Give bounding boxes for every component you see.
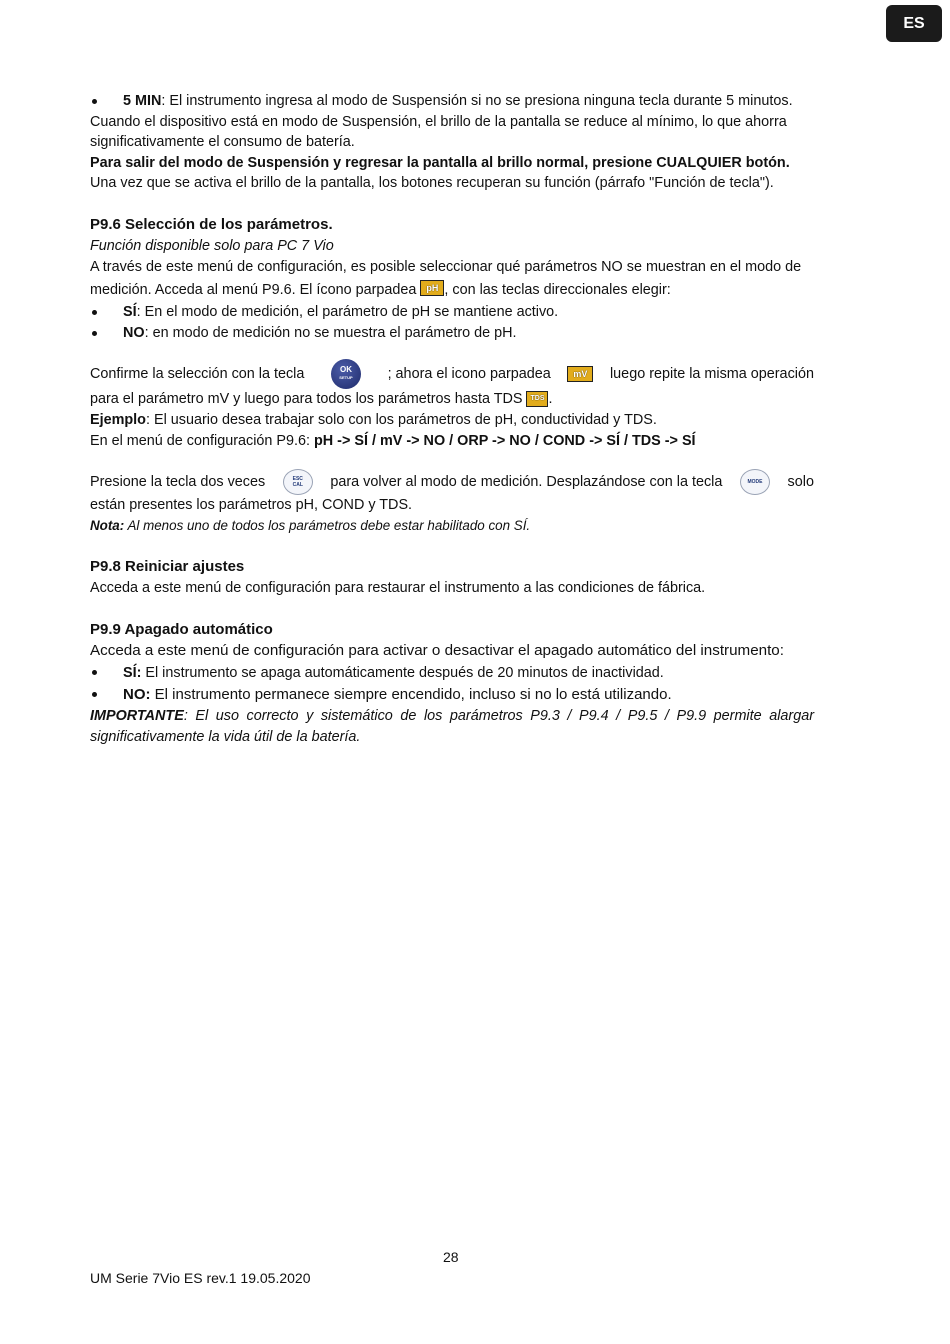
note	[90, 516, 814, 537]
paragraph: para el parámetro mV y luego para todos los parámetros hasta TDS TDS .	[90, 391, 553, 408]
important-label: IMPORTANTE	[90, 708, 184, 725]
note-text: Al menos uno de todos los parámetros debe estar habilitado con SÍ.	[124, 517, 531, 533]
press-line	[90, 469, 814, 495]
bullet-icon	[90, 91, 123, 112]
ph-display-icon: pH	[420, 280, 444, 296]
section-heading-p9-9: P9.9 Apagado automático	[90, 620, 273, 638]
list-item	[90, 323, 814, 344]
tds-display-icon: TDS	[526, 391, 548, 407]
bullet-bold: SÍ:	[123, 665, 142, 682]
menu-sequence-bold: pH -> SÍ / mV -> NO / ORP -> NO / COND -> SÍ / TDS -> SÍ	[314, 432, 696, 449]
press-text: para volver al modo de medición. Desplazándose con la tecla	[330, 473, 723, 490]
intro-text: A través de este menú de configuración, es posible seleccionar qué parámetros NO se muestran en el modo de medición. Acceda al menú P9.6. El ícono parpadea	[90, 259, 802, 299]
list-item	[90, 91, 814, 112]
paragraph: Acceda a este menú de configuración para activar o desactivar el apagado automático del instrumento:	[90, 642, 784, 660]
example-label: Ejemplo	[90, 411, 146, 428]
bullet-icon	[90, 302, 123, 323]
ok-setup-key-icon: OK SETUP	[331, 359, 361, 389]
bullet-text: El instrumento permanece siempre encendido, incluso si no lo está utilizando.	[150, 686, 672, 704]
confirm-text: luego repite la misma operación	[609, 366, 814, 383]
bullet-text: : en modo de medición no se muestra el parámetro de pH.	[144, 324, 517, 341]
paragraph-bold: Para salir del modo de Suspensión y regresar la pantalla al brillo normal, presione CUALQUIER botón.	[90, 154, 790, 171]
menu-sequence: En el menú de configuración P9.6: pH -> SÍ / mV -> NO / ORP -> NO / COND -> SÍ / TDS -> SÍ	[90, 432, 696, 449]
intro-text-end: , con las teclas direccionales elegir:	[444, 282, 671, 299]
paragraph	[90, 256, 814, 302]
example-text: : El usuario desea trabajar solo con los parámetros de pH, conductividad y TDS.	[145, 411, 657, 428]
section-heading-p9-8: P9.8 Reiniciar ajustes	[90, 558, 245, 576]
mode-key-icon: MODE	[740, 469, 770, 495]
confirm-line	[90, 359, 814, 389]
page-number: 28	[443, 1249, 459, 1265]
bullet-text: El instrumento se apaga automáticamente después de 20 minutos de inactividad.	[141, 665, 664, 682]
footer-text: UM Serie 7Vio ES rev.1 19.05.2020	[90, 1270, 311, 1286]
important-note	[90, 706, 814, 747]
confirm-text: ; ahora el icono parpadea	[387, 366, 551, 383]
paragraph: Acceda a este menú de configuración para restaurar el instrumento a las condiciones de fábrica.	[90, 579, 706, 596]
section-subtitle: Función disponible solo para PC 7 Vio	[90, 237, 334, 254]
note-label: Nota:	[90, 517, 125, 533]
bullet-text: : En el modo de medición, el parámetro de pH se mantiene activo.	[136, 304, 559, 321]
bullet-icon	[90, 323, 123, 344]
example-paragraph	[90, 410, 814, 431]
bullet-bold: NO:	[123, 686, 151, 704]
document-body	[90, 91, 814, 747]
section-heading-p9-6: P9.6 Selección de los parámetros.	[90, 215, 333, 233]
list-item	[90, 684, 814, 706]
paragraph: Una vez que se activa el brillo de la pantalla, los botones recuperan su función (párrafo "Función de tecla").	[90, 175, 774, 192]
list-item	[90, 662, 814, 684]
important-text: : El uso correcto y sistemático de los parámetros P9.3 / P9.4 / P9.5 / P9.9 permite alargar significativamente la vida útil de la batería.	[90, 708, 814, 745]
confirm-text: para el parámetro mV y luego para todos los parámetros hasta TDS	[90, 391, 523, 408]
esc-cal-key-icon: ESC CAL	[283, 469, 313, 495]
bullet-icon	[90, 662, 123, 684]
language-badge: ES	[886, 5, 942, 42]
bullet-text: : El instrumento ingresa al modo de Suspensión si no se presiona ninguna tecla durante 5 minutos.	[161, 93, 793, 109]
paragraph: están presentes los parámetros pH, COND y TDS.	[90, 497, 413, 514]
press-text: solo	[787, 473, 814, 490]
confirm-text: Confirme la selección con la tecla	[90, 366, 305, 383]
bullet-bold: SÍ	[123, 304, 137, 321]
bullet-icon	[90, 684, 123, 706]
list-item	[90, 302, 814, 323]
paragraph: Cuando el dispositivo está en modo de Suspensión, el brillo de la pantalla se reduce al mínimo, lo que ahorra significativamente el consumo de batería.	[90, 113, 787, 151]
mv-display-icon: mV	[567, 366, 593, 382]
bullet-bold: 5 MIN	[123, 93, 162, 109]
bullet-bold: NO	[123, 324, 145, 341]
press-text: Presione la tecla dos veces	[90, 473, 266, 490]
